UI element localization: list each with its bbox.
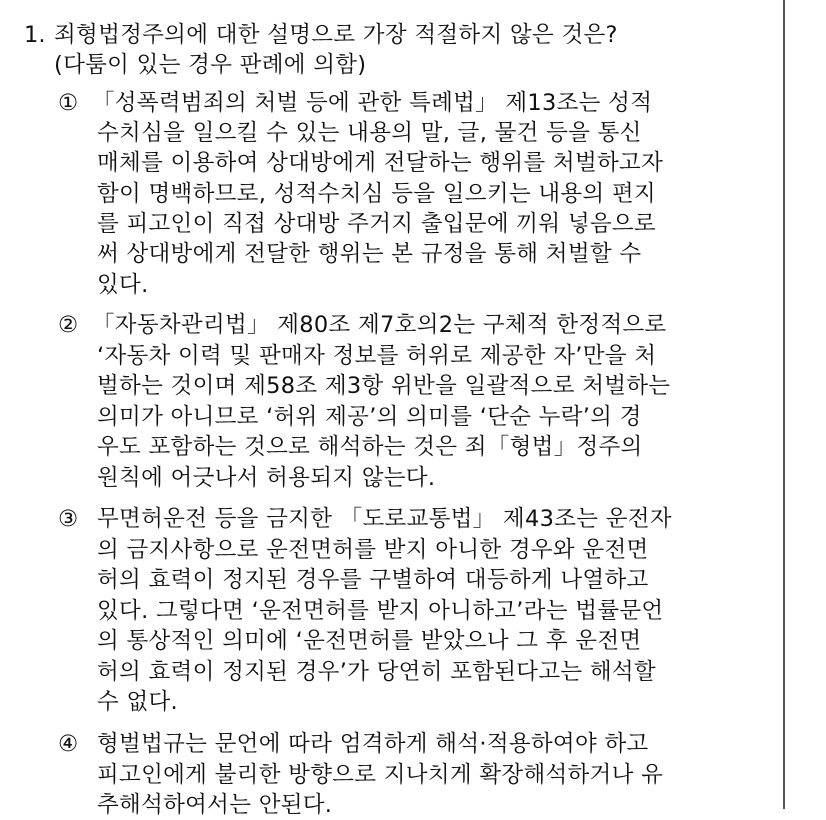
question-title-line-1: 죄형법정주의에 대한 설명으로 가장 적절하지 않은 것은? (54, 22, 618, 48)
option-3-line: 의 통상적인 의미에 ‘운전면허를 받았으나 그 후 운전면 (97, 628, 642, 654)
option-2-line: 의미가 아니므로 ‘허위 제공’의 의미를 ‘단순 누락’의 경 (97, 404, 642, 430)
option-1-marker: ① (58, 90, 79, 116)
option-2-line: ‘자동차 이력 및 판매자 정보를 허위로 제공한 자’만을 처 (97, 343, 657, 369)
option-2-marker: ② (58, 312, 79, 338)
question-number: 1. (24, 22, 46, 48)
option-2-line: 「자동차관리법」 제80조 제7호의2는 구체적 한정적으로 (92, 312, 667, 338)
option-3-line: 있다. 그렇다면 ‘운전면허를 받지 아니하고’라는 법률문언 (97, 598, 664, 624)
option-3-line: 의 금지사항으로 운전면허를 받지 아니한 경우와 운전면 (97, 537, 649, 563)
option-4-line: 형벌법규는 문언에 따라 엄격하게 해석·적용하여야 하고 (97, 731, 649, 757)
option-1-line: 를 피고인이 직접 상대방 주거지 출입문에 끼워 넣음으로 (97, 211, 656, 237)
option-1-line: 수치심을 일으킬 수 있는 내용의 말, 글, 물건 등을 통신 (97, 120, 642, 146)
option-4-marker: ④ (58, 731, 79, 757)
option-4-line: 피고인에게 불리한 방향으로 지나치게 확장해석하거나 유 (97, 762, 664, 788)
option-3-line: 허의 효력이 정지된 경우를 구별하여 대등하게 나열하고 (97, 567, 649, 593)
page-column-divider (783, 0, 785, 809)
option-1-line: 매체를 이용하여 상대방에게 전달하는 행위를 처벌하고자 (97, 150, 664, 176)
question-title-line-2: (다툼이 있는 경우 판례에 의함) (54, 52, 367, 78)
option-1-line: 써 상대방에게 전달한 행위는 본 규정을 통해 처벌할 수 (97, 241, 642, 267)
option-1-line: 「성폭력범죄의 처벌 등에 관한 특례법」 제13조는 성적 (92, 90, 653, 116)
option-1-line: 함이 명백하므로, 성적수치심 등을 일으키는 내용의 편지 (97, 181, 656, 207)
option-2-line: 원칙에 어긋나서 허용되지 않는다. (97, 465, 436, 491)
option-4-line: 추해석하여서는 안된다. (97, 792, 333, 818)
option-3-line: 허의 효력이 정지된 경우’가 당연히 포함된다고는 해석할 (97, 659, 656, 685)
option-2-line: 우도 포함하는 것으로 해석하는 것은 죄「형법」정주의 (97, 434, 643, 460)
option-2-line: 벌하는 것이며 제58조 제3항 위반을 일괄적으로 처벌하는 (97, 373, 671, 399)
option-3-marker: ③ (58, 506, 79, 532)
option-3-line: 수 없다. (97, 689, 179, 715)
option-3-line: 무면허운전 등을 금지한 「도로교통법」 제43조는 운전자 (97, 506, 672, 532)
option-1-line: 있다. (97, 272, 149, 298)
